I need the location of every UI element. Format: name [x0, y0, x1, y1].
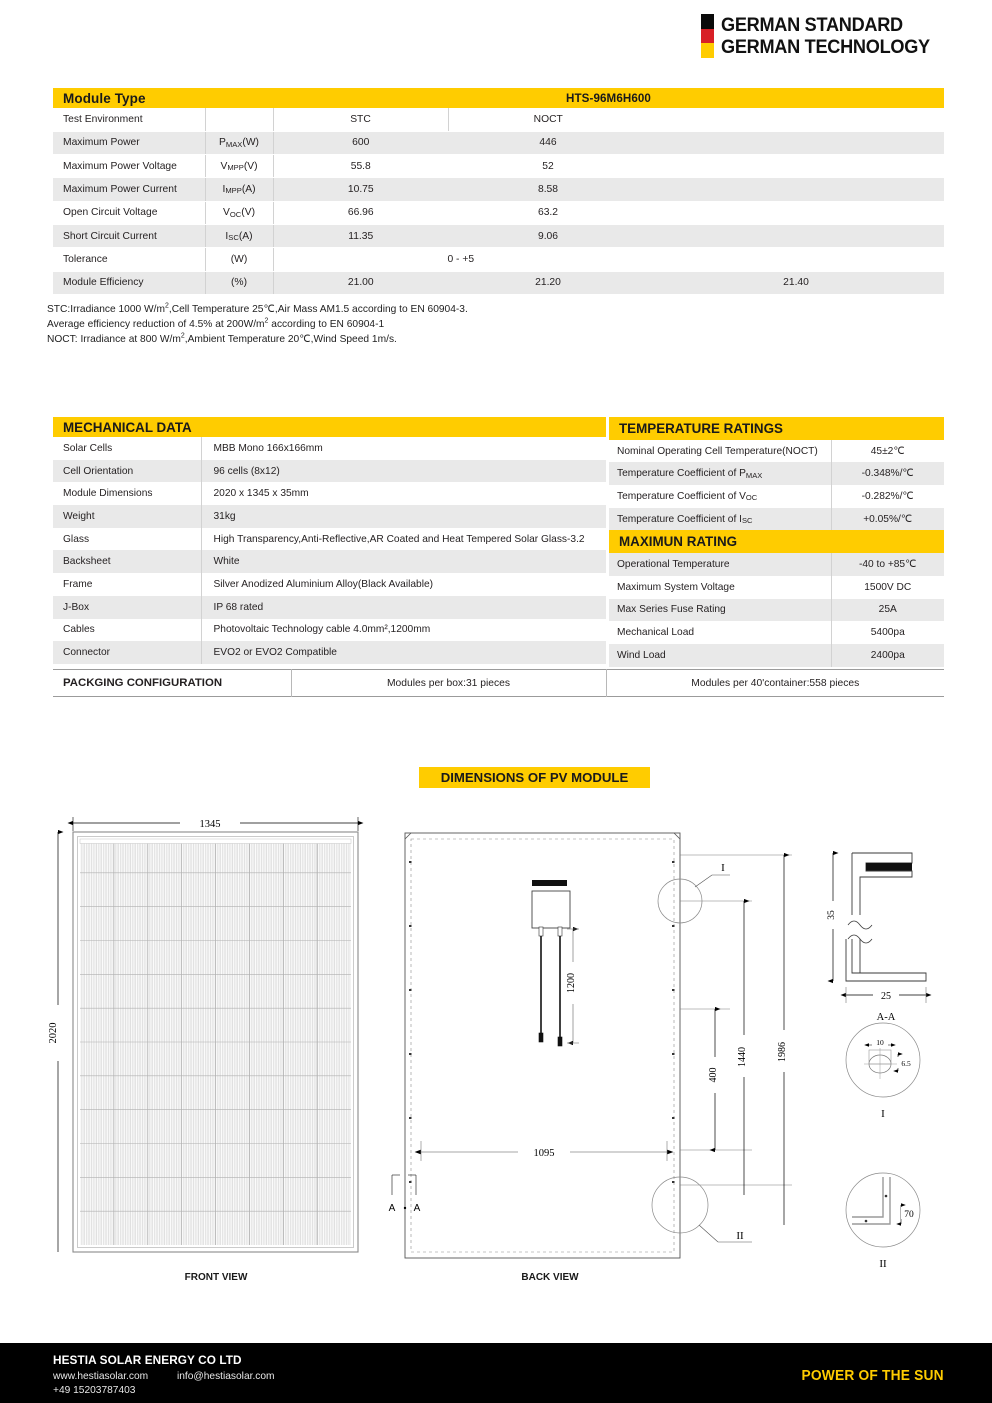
table-row: [53, 178, 944, 201]
dimension-1095: 1095: [533, 1148, 555, 1159]
mechanical-data-header: [53, 417, 606, 437]
table-row: [53, 619, 606, 642]
table-row: [53, 596, 606, 619]
row-label: Solar Cells: [63, 442, 113, 454]
row-unit: (%): [205, 271, 273, 294]
email-link[interactable]: info@hestiasolar.com: [176, 1371, 275, 1382]
packaging-title: PACKGING CONFIGURATION: [63, 677, 223, 689]
section-aa-drawing: [826, 853, 926, 1023]
table-row: [609, 621, 944, 644]
row-value: 45±2℃: [831, 440, 944, 463]
detail-marker-1: I: [721, 862, 725, 874]
detail-1-drawing: [846, 1023, 920, 1120]
table-row-efficiency: [53, 271, 944, 294]
front-height-dimension: 2020: [48, 1022, 59, 1044]
row-value: 31kg: [201, 505, 606, 528]
row-value: 2020 x 1345 x 35mm: [201, 482, 606, 505]
modules-per-container: Modules per 40'container:558 pieces: [606, 670, 944, 697]
row-label: Test Environment: [53, 108, 205, 131]
back-view-drawing: [389, 833, 792, 1283]
temperature-and-rating-table: [609, 417, 944, 667]
row-value: Photovoltaic Technology cable 4.0mm²,1200mm: [201, 619, 606, 642]
table-row: [609, 440, 944, 463]
table-row: [53, 460, 606, 483]
stc-column-header: STC: [273, 108, 448, 131]
front-width-dimension: 1345: [199, 819, 221, 830]
row-label: Cell Orientation: [63, 465, 134, 477]
row-unit: $I_{MPP}(A)$: [205, 178, 273, 201]
detail-1-height: 6.5: [901, 1059, 911, 1068]
dimensions-banner: DIMENSIONS OF PV MODULE: [419, 767, 650, 788]
row-label: Backsheet: [63, 556, 111, 568]
table-row: [53, 641, 606, 664]
table-row: [53, 573, 606, 596]
row-value: MBB Mono 166x166mm: [201, 437, 606, 460]
section-title: MECHANICAL DATA: [63, 419, 192, 435]
table-row: [609, 576, 944, 599]
row-value: 96 cells (8x12): [201, 460, 606, 483]
table-row: [609, 508, 944, 531]
table-row: [53, 131, 944, 154]
noct-value: 63.2: [448, 201, 648, 224]
section-aa-width: 25: [881, 991, 891, 1002]
front-view-drawing: [48, 815, 358, 1283]
row-label: Temperature Coefficient of $V_{OC}$: [617, 490, 758, 503]
company-name: HESTIA SOLAR ENERGY CO LTD: [53, 1353, 242, 1367]
table-row: [609, 644, 944, 667]
stc-value: 66.96: [273, 201, 448, 224]
dimension-400: 400: [708, 1067, 719, 1083]
row-unit: $P_{MAX}(W)$: [205, 131, 273, 154]
section-marker-left: A: [388, 1203, 396, 1214]
table-row: [53, 505, 606, 528]
module-model-name: HTS-96M6H600: [566, 91, 651, 105]
detail-2-dimension: 70: [904, 1210, 914, 1220]
row-value: 25A: [831, 599, 944, 622]
table-row: [53, 482, 606, 505]
efficiency-value-1: 21.00: [347, 277, 374, 289]
noct-value: 446: [448, 131, 648, 154]
solar-cell-grid: [80, 839, 351, 1245]
note-noct: NOCT: Irradiance at 800 $W/m^2,Ambient$ Temperature 20℃,Wind Speed 1m/s.: [47, 333, 397, 346]
table-row: [53, 437, 606, 460]
footer-slogan: POWER OF THE SUN: [801, 1368, 944, 1384]
noct-value: 9.06: [448, 224, 648, 247]
stc-value: 600: [273, 131, 448, 154]
row-value: -40 to +85℃: [831, 553, 944, 576]
row-label: Wind Load: [617, 649, 666, 661]
row-label: Connector: [63, 647, 111, 659]
section-title: TEMPERATURE RATINGS: [619, 420, 783, 436]
table-row: [609, 553, 944, 576]
row-value: High Transparency,Anti-Reflective,AR Coated and Heat Tempered Solar Glass-3.2: [201, 528, 606, 551]
noct-column-header: NOCT: [448, 108, 648, 131]
row-label: Cables: [63, 624, 95, 636]
note-stc: STC:Irradiance 1000 $W/m^2,Cell$ Temperature 25℃,Air Mass AM1.5 according to EN 60904-3.: [47, 302, 468, 315]
row-label: Glass: [63, 533, 90, 545]
row-label: Module Dimensions: [63, 488, 153, 500]
row-label: Maximum Power Current: [53, 178, 205, 201]
section-title: MAXIMUN RATING: [619, 534, 738, 550]
detail-1-width: 10: [876, 1038, 884, 1047]
row-value: IP 68 rated: [201, 596, 606, 619]
row-unit: $V_{OC}(V)$: [205, 201, 273, 224]
row-value: EVO2 or EVO2 Compatible: [201, 641, 606, 664]
row-label: Module Efficiency: [63, 277, 144, 289]
section-aa-height: 35: [827, 910, 837, 920]
test-condition-notes: [47, 302, 468, 348]
table-row: [609, 599, 944, 622]
row-value: -0.282%/℃: [831, 485, 944, 508]
row-label: Maximum Power: [53, 131, 205, 154]
german-flag-icon: [701, 14, 714, 58]
dimension-1440: 1440: [737, 1047, 748, 1067]
brand-logo-text: [721, 14, 930, 58]
row-label: Max Series Fuse Rating: [617, 604, 726, 616]
row-unit: (W): [205, 248, 273, 271]
efficiency-value-3: 21.40: [783, 277, 809, 289]
row-value: 2400pa: [831, 644, 944, 667]
electrical-specifications-table: [53, 88, 944, 294]
row-label: J-Box: [63, 601, 90, 613]
row-label: Mechanical Load: [617, 627, 695, 639]
phone-number: +49 15203787403: [53, 1385, 136, 1396]
page-footer: [0, 1343, 992, 1403]
row-value: Silver Anodized Aluminium Alloy(Black Available): [201, 573, 606, 596]
row-label: Short Circuit Current: [53, 224, 205, 247]
pv-module-drawings: [40, 805, 970, 1305]
maximum-rating-header: [609, 530, 944, 553]
table-header-row: [53, 88, 944, 108]
stc-value: 10.75: [273, 178, 448, 201]
modules-per-box: Modules per box:31 pieces: [291, 670, 606, 697]
tolerance-value: 0 - +5: [273, 248, 648, 271]
table-row: [53, 155, 944, 178]
website-link[interactable]: www.hestiasolar.com: [53, 1371, 149, 1382]
row-unit: $I_{SC}(A)$: [205, 224, 273, 247]
row-value: +0.05%/℃: [831, 508, 944, 531]
row-value: White: [201, 550, 606, 573]
row-unit: $V_{MPP}(V)$: [205, 155, 273, 178]
row-value: -0.348%/℃: [831, 462, 944, 485]
module-type-label: Module Type: [63, 90, 146, 106]
section-aa-label: A-A: [876, 1012, 896, 1023]
noct-value: 52: [448, 155, 648, 178]
logo-line-1: GERMAN STANDARD: [721, 14, 904, 36]
table-row: [53, 201, 944, 224]
front-view-label: FRONT VIEW: [184, 1272, 248, 1283]
detail-2-drawing: [846, 1173, 920, 1270]
stc-value: 55.8: [273, 155, 448, 178]
row-label: Temperature Coefficient of $P_{MAX}$: [617, 468, 763, 480]
section-marker-right: A: [413, 1203, 421, 1214]
detail-marker-2: II: [736, 1230, 744, 1242]
table-row: [609, 462, 944, 485]
noct-value: 8.58: [448, 178, 648, 201]
row-label: Maximum System Voltage: [617, 581, 735, 593]
back-view-label: BACK VIEW: [521, 1272, 579, 1283]
detail-2-label: II: [879, 1258, 887, 1270]
table-row: [609, 485, 944, 508]
row-label: Weight: [63, 510, 95, 522]
note-efficiency-reduction: Average efficiency reduction of 4.5% at $200W/m^2$ according to EN 60904-1: [47, 317, 385, 331]
row-label: Temperature Coefficient of $I_{SC}$: [617, 513, 753, 525]
packaging-configuration-row: [53, 669, 944, 697]
detail-1-label: I: [881, 1108, 885, 1120]
cable-length-dimension: 1200: [566, 973, 577, 993]
row-label: Operational Temperature: [617, 558, 730, 570]
mechanical-data-table: [53, 417, 606, 664]
row-label: Frame: [63, 578, 93, 590]
row-value: 5400pa: [831, 621, 944, 644]
efficiency-value-2: 21.20: [535, 277, 561, 289]
dimension-1986: 1986: [777, 1042, 788, 1062]
row-label: Open Circuit Voltage: [53, 201, 205, 224]
table-row-test-environment: [53, 108, 944, 131]
footer-contact-line: [53, 1371, 275, 1382]
table-row-tolerance: [53, 248, 944, 271]
temperature-ratings-header: [609, 417, 944, 440]
row-label: Tolerance: [53, 248, 205, 271]
row-value: 1500V DC: [831, 576, 944, 599]
table-row: [53, 528, 606, 551]
stc-value: 11.35: [273, 224, 448, 247]
row-label: Maximum Power Voltage: [53, 155, 205, 178]
table-row: [53, 224, 944, 247]
row-label: Nominal Operating Cell Temperature(NOCT): [617, 445, 818, 457]
brand-header: [701, 14, 946, 58]
logo-line-2: GERMAN TECHNOLOGY: [721, 36, 931, 58]
table-row: [53, 550, 606, 573]
